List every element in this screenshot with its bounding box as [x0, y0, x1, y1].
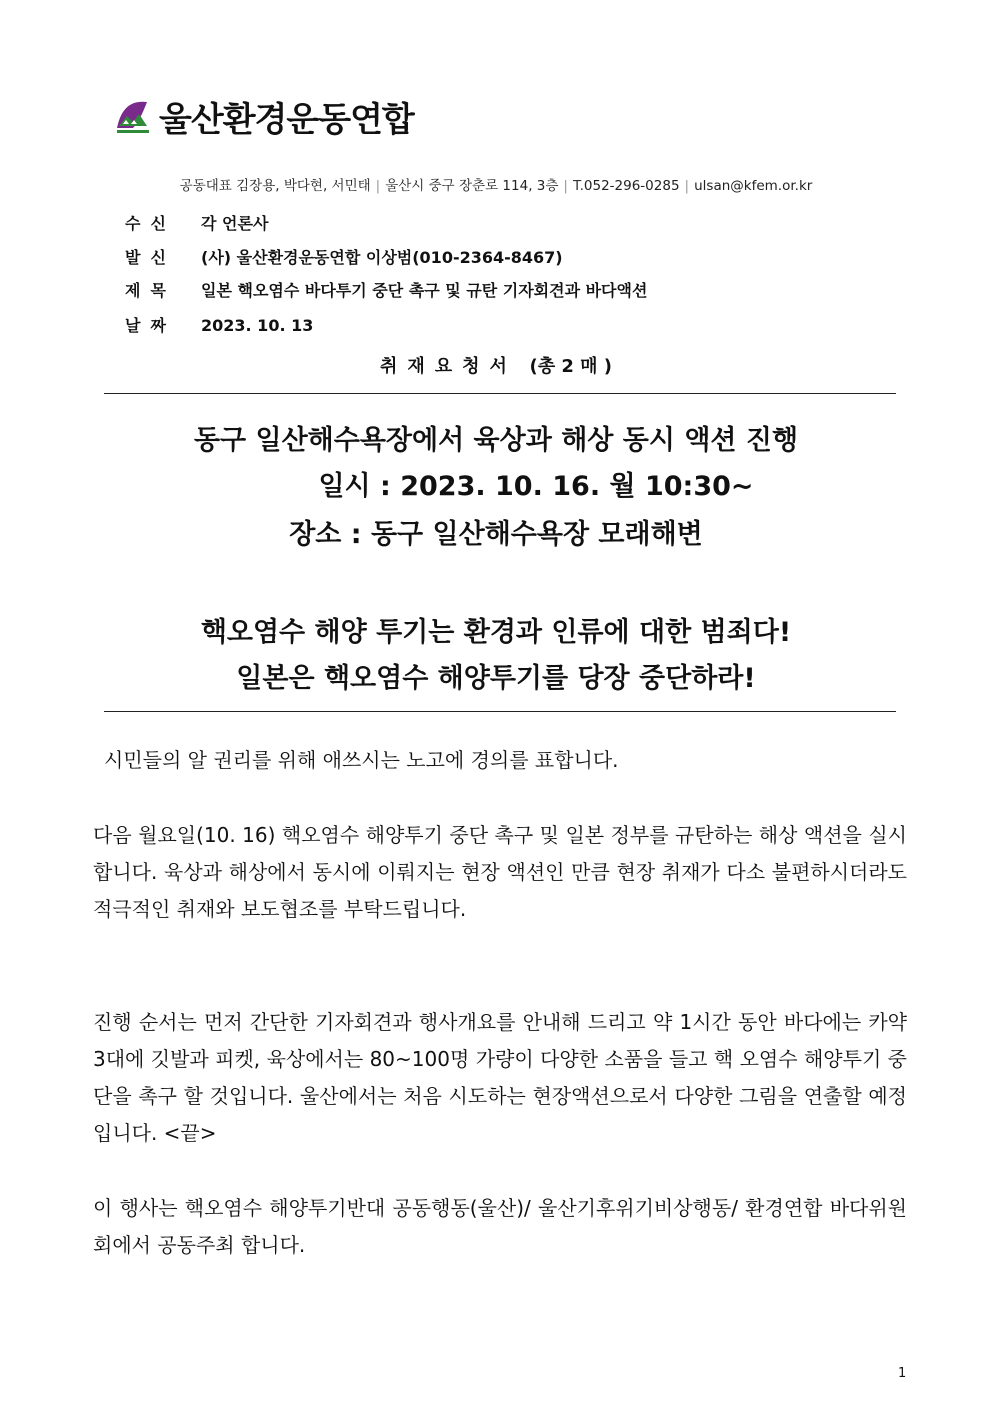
contact-address: 울산시 중구 장춘로 114, 3층: [385, 178, 559, 194]
meta-value: 2023. 10. 13: [201, 316, 314, 335]
body-paragraph-3: 이 행사는 핵오염수 해양투기반대 공동행동(울산)/ 울산기후위기비상행동/ 환경연합 바다위원회에서 공동주최 합니다.: [93, 1196, 907, 1257]
meta-value: 각 언론사: [201, 214, 269, 233]
meta-row-recipient: [125, 211, 268, 234]
headline-where: 장소 : 동구 일산해수욕장 모래해변: [289, 519, 703, 550]
meta-row-subject: [125, 278, 647, 301]
contact-email: ulsan@kfem.or.kr: [694, 178, 813, 194]
headline-slogan-2: 일본은 핵오염수 해양투기를 당장 중단하라!: [236, 663, 756, 694]
meta-row-date: [125, 313, 313, 336]
kfem-logo-icon: [113, 96, 153, 136]
meta-label: 제목: [125, 281, 176, 300]
headline-when: 일시 : 2023. 10. 16. 월 10:30~: [318, 471, 754, 502]
contact-reps: 공동대표 김장용, 박다현, 서민태: [179, 178, 371, 194]
meta-value: 일본 핵오염수 바다투기 중단 촉구 및 규탄 기자회견과 바다액션: [201, 281, 648, 300]
body-greeting: 시민들의 알 권리를 위해 애쓰시는 노고에 경의를 표합니다.: [104, 748, 619, 772]
contact-tel-label: T.: [572, 178, 584, 194]
request-title: [0, 352, 992, 378]
meta-label: 날짜: [125, 316, 176, 335]
body-paragraph-1: 다음 월요일(10. 16) 핵오염수 해양투기 중단 촉구 및 일본 정부를 규탄하는 해상 액션을 실시합니다. 육상과 해상에서 동시에 이뤄지는 현장 액션인 만큼 현장 취재가 다소 불편하시더라도 적극적인 취재와 보도협조를 부탁드립니다.: [93, 823, 907, 921]
contact-tel: 052-296-0285: [583, 178, 680, 194]
org-logo: [113, 92, 414, 140]
meta-label: 수신: [125, 214, 176, 233]
request-title-text: 취재요청서: [379, 356, 517, 377]
meta-row-sender: [125, 245, 563, 268]
meta-label: 발신: [125, 248, 176, 267]
divider-bottom: [104, 711, 896, 712]
request-pages: (총 2 매 ): [529, 356, 613, 377]
body-paragraph-2: 진행 순서는 먼저 간단한 기자회견과 행사개요를 안내해 드리고 약 1시간 동안 바다에는 카약 3대에 깃발과 피켓, 육상에서는 80~100명 가량이 다양한 소품을 들고 핵 오염수 해양투기 중단을 촉구 할 것입니다. 울산에서는 처음 시도하는 현장액션으로서 다양한 그림을 연출할 예정입니다. <끝>: [93, 1010, 907, 1145]
org-name: 울산환경운동연합: [159, 99, 414, 140]
page-number: 1: [898, 1366, 907, 1381]
divider-top: [104, 393, 896, 394]
headline-main: 동구 일산해수욕장에서 육상과 해상 동시 액션 진행: [193, 425, 799, 456]
headline-slogan-1: 핵오염수 해양 투기는 환경과 인류에 대한 범죄다!: [200, 617, 792, 648]
meta-value: (사) 울산환경운동연합 이상범(010-2364-8467): [201, 248, 563, 267]
contact-line: 공동대표 김장용, 박다현, 서민태 | 울산시 중구 장춘로 114, 3층 | T.052-296-0285 | ulsan@kfem.or.kr: [179, 178, 813, 194]
